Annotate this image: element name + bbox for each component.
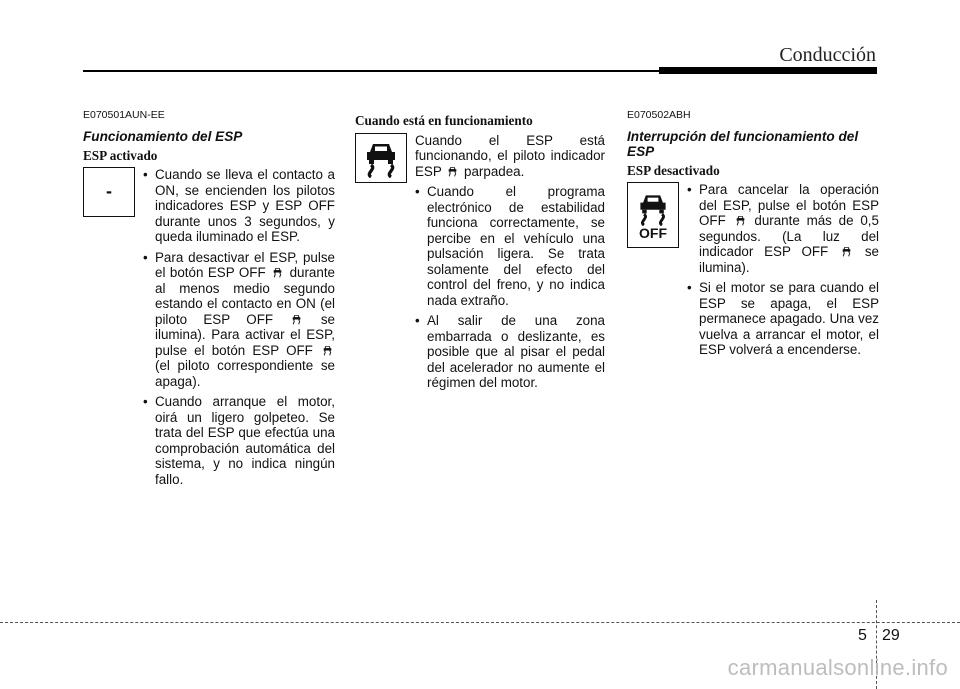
bullet-list [687,182,879,363]
list-item [687,182,879,275]
list-item [143,394,335,487]
esp-car-skid-icon [361,138,401,178]
column-left [83,108,335,492]
esp-off-icon [291,312,302,326]
subsection-title: ESP desactivado [627,162,720,178]
esp-off-indicator-light [627,182,679,248]
list-item-text: Cuando se lleva el contacto a ON, se encienden los pilotos indicadores ESP y ESP OFF durante unos 3 segundos, y queda iluminado el ESP. [155,167,335,244]
section-code: E070502ABH [627,109,691,121]
esp-off-car-skid-icon [633,190,673,226]
list-item [687,280,879,358]
watermark: carmanualsonline.info [727,655,948,680]
list-item-text: durante más de 0,5 segundos. (La luz del indicador ESP OFF [699,213,879,259]
esp-off-icon [272,265,283,279]
section-title: Interrupción del funcionamiento del ESP [627,128,859,159]
list-item [415,184,605,308]
page-number: 29 [882,627,900,644]
header-rule [83,70,659,72]
esp-off-icon [322,343,333,357]
list-item [143,167,335,245]
bullet-list [143,167,335,492]
paragraph-text: Cuando el ESP está funcionando, el piloto indicador ESP [415,132,605,179]
header-rule-accent [659,67,877,74]
list-item-text: Cuando arranque el motor, oirá un ligero golpeteo. Se trata del ESP que efectúa una comprobación automática del sistema, y no indica ningún fallo. [155,394,335,487]
column-middle [355,108,605,396]
column-right [627,108,879,363]
esp-indicator-light [355,133,407,183]
chapter-number: 5 [858,627,867,644]
section-title: Funcionamiento del ESP [83,128,243,144]
esp-off-icon [841,244,852,258]
list-item [143,250,335,390]
page-header-title: Conducción [779,44,876,66]
list-item-text: Al salir de una zona embarrada o deslizante, es posible que al pisar el pedal del acelerador no aumente el régimen del motor. [427,313,605,390]
paragraph-text: parpadea. [464,163,525,179]
esp-off-label: OFF [639,225,667,241]
footer-rule [0,622,960,623]
section-code: E070501AUN-EE [83,109,165,121]
indicator-placeholder-label: - [106,181,112,202]
paragraph [415,133,605,180]
list-item [415,313,605,391]
list-item-text: Para desactivar el ESP, pulse el botón ESP OFF [155,249,335,280]
list-item-text: se ilumina). [699,244,879,275]
list-item-text: durante al menos medio segundo estando el contacto en ON (el piloto ESP OFF [155,265,335,327]
bullet-list [415,184,605,391]
subsection-title: Cuando está en funcionamiento [355,113,533,128]
esp-icon [447,164,458,178]
list-item-text: Para cancelar la operación del ESP, pulse el botón ESP OFF [699,182,879,228]
list-item-text: se ilumina). Para activar el ESP, pulse el botón ESP OFF [155,311,335,358]
esp-indicator-placeholder [83,167,135,217]
esp-off-icon [735,213,746,227]
list-item-text: (el piloto correspondiente se apaga). [155,358,335,389]
list-item-text: Cuando el programa electrónico de estabilidad funciona correctamente, se percibe en el vehículo una pulsación ligera. Se trata solamente del efecto del control del freno, y no indica nada extraño. [427,184,605,308]
subsection-title: ESP activado [83,147,158,163]
list-item-text: Si el motor se para cuando el ESP se apaga, el ESP permanece apagado. Una vez vuelva a arrancar el motor, el ESP volverá a encenderse. [699,280,879,357]
